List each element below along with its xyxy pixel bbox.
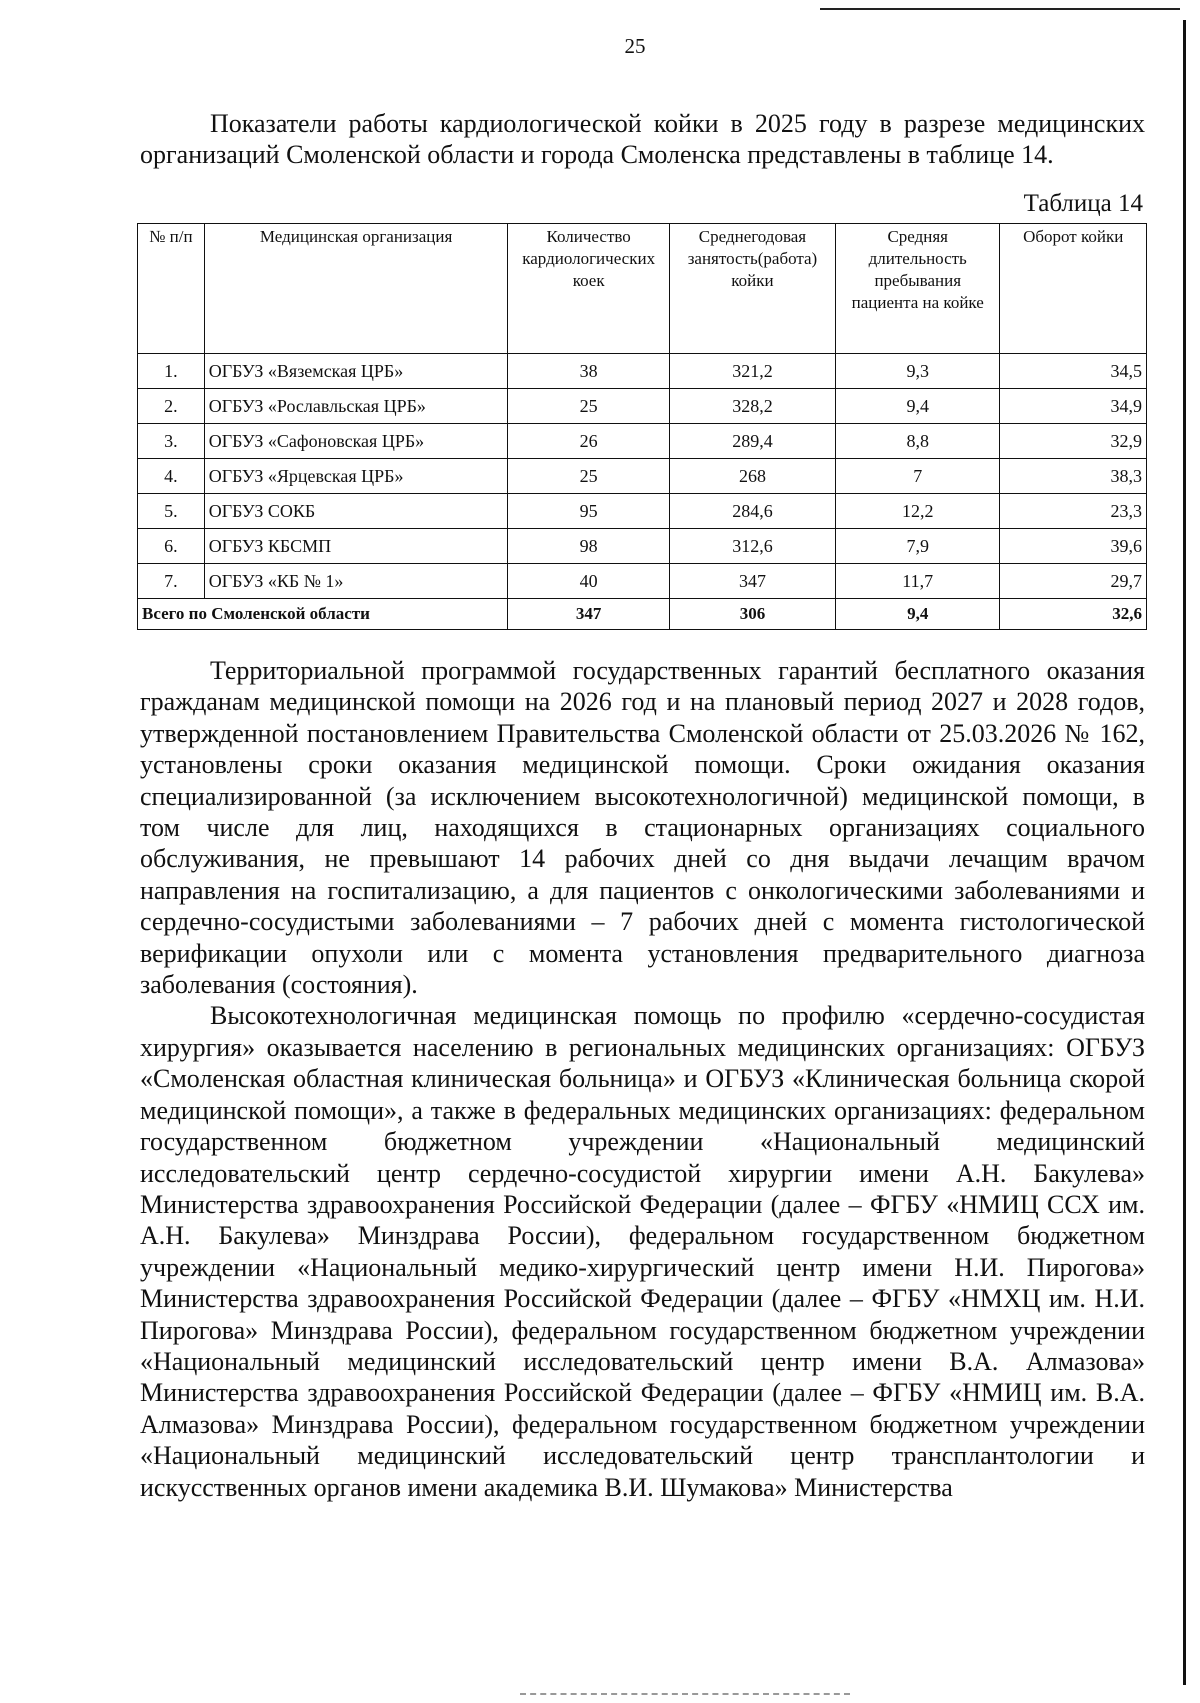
total-occupancy: 306 (669, 599, 835, 630)
header-stay: Средняя длительность пребывания пациента на койке (836, 224, 1000, 354)
cell-stay: 12,2 (836, 494, 1000, 529)
cell-turnover: 23,3 (1000, 494, 1147, 529)
body-text (140, 655, 1145, 1503)
cell-number: 1. (138, 354, 205, 389)
cell-beds: 40 (508, 564, 669, 599)
table-label: Таблица 14 (1023, 190, 1143, 217)
cell-stay: 7 (836, 459, 1000, 494)
cell-turnover: 34,5 (1000, 354, 1147, 389)
cell-organization: ОГБУЗ «Ярцевская ЦРБ» (204, 459, 508, 494)
cell-beds: 25 (508, 389, 669, 424)
paragraph-waiting-times: Территориальной программой государственных гарантий бесплатного оказания гражданам медицинской помощи на 2026 год и на плановый период 2027 и 2028 годов, утвержденной постановлением Правительства Смоленской области от 25.03.2026 № 162, установлены сроки оказания медицинской помощи. Сроки ожидания оказания специализированной (за исключением высокотехнологичной) медицинской помощи, в том числе для лиц, находящихся в стационарных организациях социального обслуживания, не превышают 14 рабочих дней со дня выдачи лечащим врачом направления на госпитализацию, а для пациентов с онкологическими заболеваниями и сердечно-сосудистыми заболеваниями – 7 рабочих дней с момента гистологической верификации опухоли или с момента установления предварительного диагноза заболевания (состояния). (140, 656, 1145, 1000)
cell-stay: 9,3 (836, 354, 1000, 389)
cell-number: 7. (138, 564, 205, 599)
header-occupancy: Среднегодовая занятость(работа) койки (669, 224, 835, 354)
cell-turnover: 29,7 (1000, 564, 1147, 599)
table-header-row (138, 224, 1147, 354)
cell-number: 2. (138, 389, 205, 424)
cell-beds: 95 (508, 494, 669, 529)
table-row (138, 494, 1147, 529)
cell-organization: ОГБУЗ КБСМП (204, 529, 508, 564)
cell-turnover: 34,9 (1000, 389, 1147, 424)
cell-organization: ОГБУЗ «КБ № 1» (204, 564, 508, 599)
cell-beds: 25 (508, 459, 669, 494)
cell-stay: 11,7 (836, 564, 1000, 599)
scan-edge-top (820, 8, 1180, 10)
table-total-row (138, 599, 1147, 630)
cell-occupancy: 289,4 (669, 424, 835, 459)
cell-occupancy: 284,6 (669, 494, 835, 529)
cell-beds: 38 (508, 354, 669, 389)
cell-occupancy: 312,6 (669, 529, 835, 564)
cell-occupancy: 268 (669, 459, 835, 494)
total-label: Всего по Смоленской области (138, 599, 508, 630)
cardiology-beds-table (137, 223, 1147, 630)
cell-stay: 8,8 (836, 424, 1000, 459)
scan-marks (520, 1693, 850, 1697)
cell-occupancy: 347 (669, 564, 835, 599)
cell-occupancy: 328,2 (669, 389, 835, 424)
header-turnover: Оборот койки (1000, 224, 1147, 354)
total-turnover: 32,6 (1000, 599, 1147, 630)
table-row (138, 564, 1147, 599)
table-row (138, 389, 1147, 424)
cell-turnover: 39,6 (1000, 529, 1147, 564)
total-stay: 9,4 (836, 599, 1000, 630)
cell-beds: 98 (508, 529, 669, 564)
page-number: 25 (624, 34, 646, 58)
cell-number: 6. (138, 529, 205, 564)
header-beds: Количество кардиологических коек (508, 224, 669, 354)
table-row (138, 354, 1147, 389)
cell-organization: ОГБУЗ «Сафоновская ЦРБ» (204, 424, 508, 459)
cell-number: 5. (138, 494, 205, 529)
cell-stay: 7,9 (836, 529, 1000, 564)
cell-number: 3. (138, 424, 205, 459)
cell-organization: ОГБУЗ СОКБ (204, 494, 508, 529)
cell-number: 4. (138, 459, 205, 494)
total-beds: 347 (508, 599, 669, 630)
cell-beds: 26 (508, 424, 669, 459)
scan-edge-right (1183, 20, 1186, 1685)
table-row (138, 424, 1147, 459)
header-number: № п/п (138, 224, 205, 354)
cell-turnover: 38,3 (1000, 459, 1147, 494)
table-row (138, 459, 1147, 494)
cell-turnover: 32,9 (1000, 424, 1147, 459)
cell-occupancy: 321,2 (669, 354, 835, 389)
table-row (138, 529, 1147, 564)
intro-paragraph: Показатели работы кардиологической койки в 2025 году в разрезе медицинских организаций Смоленской области и города Смоленска представлены в таблице 14. (140, 109, 1145, 169)
cell-organization: ОГБУЗ «Вяземская ЦРБ» (204, 354, 508, 389)
cell-stay: 9,4 (836, 389, 1000, 424)
header-organization: Медицинская организация (204, 224, 508, 354)
paragraph-high-tech-care: Высокотехнологичная медицинская помощь по профилю «сердечно-сосудистая хирургия» оказывается населению в региональных медицинских организациях: ОГБУЗ «Смоленская областная клиническая больница» и ОГБУЗ «Клиническая больница скорой медицинской помощи», а также в федеральных медицинских организациях: федеральном государственном бюджетном учреждении «Национальный медицинский исследовательский центр сердечно-сосудистой хирургии имени А.Н. Бакулева» Министерства здравоохранения Российской Федерации (далее – ФГБУ «НМИЦ ССХ им. А.Н. Бакулева» Минздрава России), федеральном государственном бюджетном учреждении «Национальный медико-хирургический центр имени Н.И. Пирогова» Министерства здравоохранения Российской Федерации (далее – ФГБУ «НМХЦ им. Н.И. Пирогова» Минздрава России), федеральном государственном бюджетном учреждении «Национальный медицинский исследовательский центр имени В.А. Алмазова» Министерства здравоохранения Российской Федерации (далее – ФГБУ «НМИЦ им. В.А. Алмазова» Минздрава России), федеральном государственном бюджетном учреждении «Национальный медицинский исследовательский центр трансплантологии и искусственных органов имени академика В.И. Шумакова» Министерства (140, 1001, 1145, 1502)
cell-organization: ОГБУЗ «Рославльская ЦРБ» (204, 389, 508, 424)
